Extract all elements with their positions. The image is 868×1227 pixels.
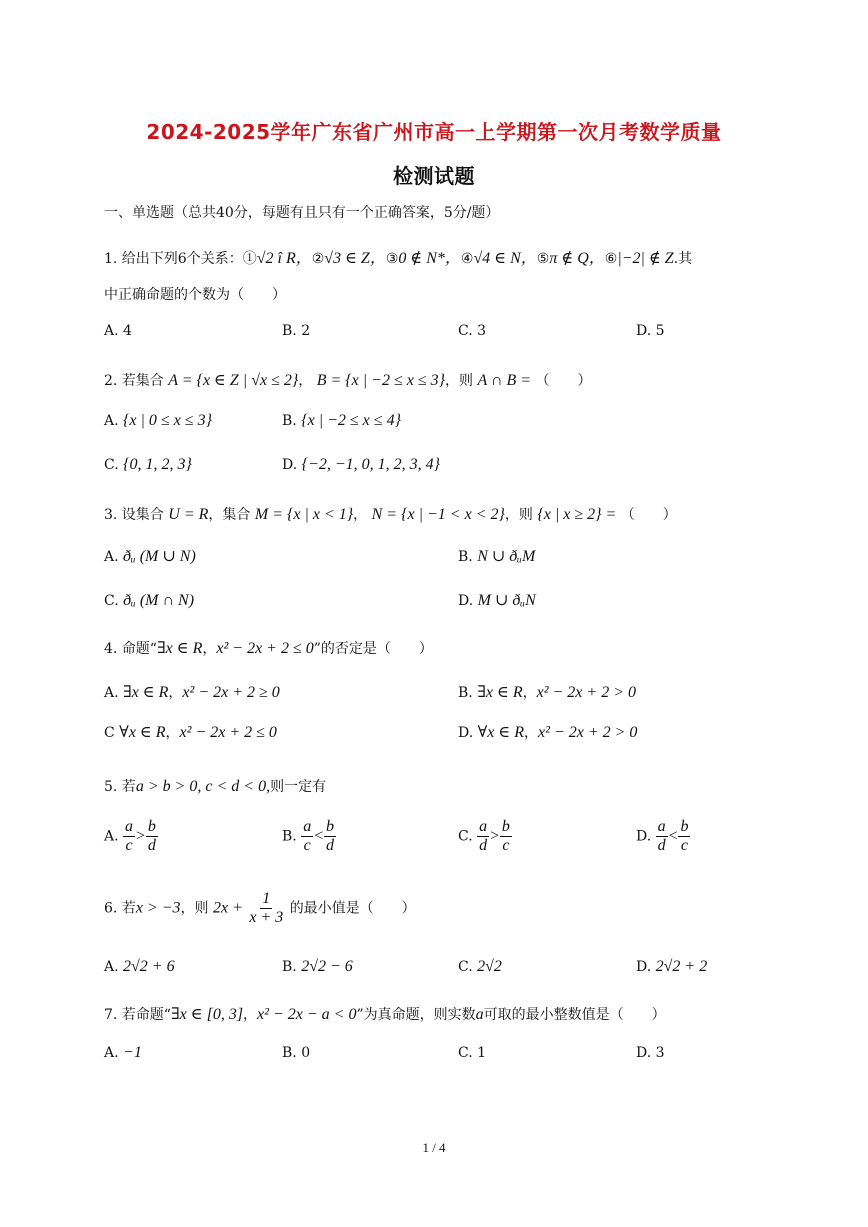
q5-option-b-num2: b [326, 818, 334, 835]
q4-tail: ”的否定是（ ） [313, 641, 433, 657]
q1-option-b: B. 2 [282, 323, 311, 339]
q6-lead: 6. 若 [104, 900, 136, 917]
q4-quantifier: ∃x ∈ R [156, 640, 203, 657]
q7-tail: 可取的最小整数值是（ ） [483, 1007, 666, 1023]
q4-lead: 4. 命题“ [104, 641, 157, 657]
q1-rel5: π ∉ Q， [549, 250, 605, 267]
q1-circ6: ⑥ [604, 251, 618, 267]
q5-option-c-label: C. [458, 828, 473, 845]
q3-mid: ，集合 [208, 507, 251, 523]
q3-option-a-label: A. [104, 549, 119, 565]
q5-option-d-den2: c [680, 837, 688, 854]
q2-option-d-expr: {−2, −1, 0, 1, 2, 3, 4} [301, 456, 441, 473]
q3-paren: （ ） [620, 507, 677, 523]
q3-stem [104, 506, 677, 524]
q7-mid: ”为真命题，则实数 [356, 1007, 476, 1023]
q6-option-d [636, 958, 707, 976]
q4-option-d: D. ∀x ∈ R，x² − 2x + 2 > 0 [458, 724, 638, 741]
q7-stem [104, 1006, 666, 1024]
q3-set-m: M = {x | x < 1} [254, 506, 354, 523]
q6-fraction-den: x + 3 [249, 909, 284, 926]
q3-option-b-label: B. [458, 549, 473, 565]
q7-option-a [104, 1044, 142, 1062]
q4-option-b: B. ∃x ∈ R，x² − 2x + 2 > 0 [458, 684, 636, 701]
q5-stem [104, 778, 326, 796]
q5-option-b-label: B. [282, 828, 297, 845]
q6-option-b [282, 958, 353, 976]
q6-condition: x > −3 [135, 899, 181, 917]
q7-quantifier: ∃x ∈ [0, 3] [170, 1006, 244, 1023]
q5-option-d-op: < [667, 827, 679, 845]
q4-option-d-inequality: x² − 2x + 2 > 0 [538, 724, 638, 741]
q1-circ1: ① [242, 251, 257, 267]
q1-rel4: √4 ∈ N， [473, 250, 537, 267]
q3-option-d-label: D. [458, 593, 474, 609]
q5-option-b-op: < [313, 827, 324, 845]
q2-option-b [282, 412, 401, 430]
q1-rel3: 0 ∉ N*， [398, 250, 461, 267]
q5-option-b [282, 818, 336, 855]
q5-option-d-den1: d [657, 837, 666, 854]
q4-option-a-label: A. [104, 685, 119, 701]
q2-lead: 2. 若集合 [104, 373, 164, 389]
q7-lead: 7. 若命题“ [104, 1007, 171, 1023]
q7-option-d: D. 3 [636, 1045, 665, 1061]
q5-option-a-num1: a [125, 818, 134, 835]
q5-option-c-num1: a [479, 818, 488, 835]
q2-option-a-label: A. [104, 413, 119, 429]
q3-comma: ， [353, 507, 368, 523]
doc-title-line2: 检测试题 [393, 164, 475, 188]
q6-option-a-label: A. [104, 959, 119, 975]
q5-option-c [458, 818, 512, 855]
q5-option-d-num2: b [680, 818, 689, 835]
q5-option-b-frac2 [324, 818, 336, 855]
q3-lead: 3. 设集合 [104, 507, 164, 523]
q5-option-c-frac1 [477, 818, 489, 855]
q6-option-d-label: D. [636, 959, 652, 975]
q6-option-b-label: B. [282, 959, 297, 975]
q5-option-b-num1: a [303, 818, 312, 835]
q5-option-c-den1: d [479, 837, 488, 854]
q5-option-a-frac2 [146, 818, 158, 855]
q4-option-d-quantifier: ∀x ∈ R [477, 724, 525, 741]
q2-option-b-label: B. [282, 413, 297, 429]
q2-option-c [104, 456, 192, 474]
q5-option-a-label: A. [104, 828, 119, 845]
q6-fraction-num: 1 [262, 890, 271, 907]
q2-option-c-expr: {0, 1, 2, 3} [123, 456, 192, 473]
section-heading: 一、单选题（总共40分，每题有且只有一个正确答案，5分/题） [104, 205, 500, 221]
q4-option-a-inequality: x² − 2x + 2 ≥ 0 [182, 684, 280, 701]
q2-set-a: A = {x ∈ Z | √x ≤ 2} [168, 372, 299, 389]
q3-option-c-label: C. [104, 593, 119, 609]
q4-comma: ， [202, 641, 217, 657]
q3-option-c [104, 592, 194, 610]
q6-mid: ，则 [180, 900, 209, 917]
q6-option-c-label: C. [458, 959, 473, 975]
q4-option-a: A. ∃x ∈ R，x² − 2x + 2 ≥ 0 [104, 684, 280, 701]
q5-option-d-label: D. [636, 828, 652, 845]
q3-option-d [458, 592, 536, 610]
q4-option-a-quantifier: ∃x ∈ R [123, 684, 169, 701]
q1-circ4: ④ [460, 251, 474, 267]
q1-stem [104, 250, 692, 268]
q4-option-b-label: B. [458, 685, 473, 701]
q5-option-b-den2: d [326, 837, 334, 854]
q5-option-a-op: > [135, 827, 146, 845]
q5-option-a-den2: d [147, 837, 156, 854]
q5-option-b-frac1 [301, 818, 313, 855]
q5-option-d-num1: a [657, 818, 666, 835]
q4-option-b-quantifier: ∃x ∈ R [477, 684, 523, 701]
doc-title-line1: 2024-2025学年广东省广州市高一上学期第一次月考数学质量 [146, 120, 722, 144]
q5-option-b-den1: c [303, 837, 311, 854]
q1-circ2: ② [311, 251, 325, 267]
q6-tail: 的最小值是（ ） [289, 900, 416, 917]
q2-paren: （ ） [535, 373, 592, 389]
q7-var-a: a [475, 1006, 484, 1023]
q3-target: {x | x ≥ 2} = [537, 506, 617, 523]
q2-option-c-label: C. [104, 457, 119, 473]
q4-option-c: C ∀x ∈ R，x² − 2x + 2 ≤ 0 [104, 724, 277, 741]
q1-circ3: ③ [385, 251, 399, 267]
q2-comma: ， [298, 373, 313, 389]
q5-lead: 5. 若 [104, 779, 136, 795]
q2-set-b: B = {x | −2 ≤ x ≤ 3} [316, 372, 446, 389]
q2-stem [104, 372, 592, 390]
q6-option-b-expr: 2√2 − 6 [301, 958, 353, 975]
q5-option-a-den1: c [125, 837, 133, 854]
q5-option-a-num2: b [147, 818, 156, 835]
q5-condition: a > b > 0, c < d < 0, [135, 778, 271, 795]
q7-option-c: C. 1 [458, 1045, 487, 1061]
q2-option-d-label: D. [282, 457, 298, 473]
q5-option-d [636, 818, 690, 855]
q2-option-b-expr: {x | −2 ≤ x ≤ 4} [301, 412, 401, 429]
q7-option-a-label: A. [104, 1045, 119, 1061]
q4-option-c-label: C [104, 725, 115, 741]
q5-option-d-frac2 [678, 818, 690, 855]
q2-option-a-expr: {x | 0 ≤ x ≤ 3} [123, 412, 212, 429]
q7-inequality: x² − 2x − a < 0 [257, 1006, 357, 1023]
q1-rel6: |−2| ∉ Z [617, 250, 674, 267]
q6-fraction [247, 890, 285, 927]
q3-option-b-expr: N ∪ ðᵤM [477, 548, 536, 565]
q5-option-c-op: > [489, 827, 500, 845]
q5-option-c-num2: b [501, 818, 510, 835]
q1-option-c: C. 3 [458, 323, 487, 339]
q2-tail: ，则 [445, 373, 474, 389]
q3-option-d-expr: M ∪ ðᵤN [477, 592, 536, 609]
q3-option-c-expr: ðᵤ (M ∩ N) [123, 592, 195, 609]
q5-option-c-frac2 [500, 818, 512, 855]
q4-option-d-label: D. [458, 725, 474, 741]
q1-stem-line2: 中正确命题的个数为（ ） [104, 287, 286, 303]
q6-option-a-expr: 2√2 + 6 [123, 958, 175, 975]
q2-option-d [282, 456, 440, 474]
q1-circ5: ⑤ [536, 251, 550, 267]
q1-option-a: A. 4 [104, 323, 132, 339]
q4-option-b-inequality: x² − 2x + 2 > 0 [536, 684, 636, 701]
q1-lead: 1. 给出下列6个关系： [104, 251, 243, 267]
q3-option-a-expr: ðᵤ (M ∪ N) [123, 548, 196, 565]
q7-comma: ， [243, 1007, 258, 1023]
q6-expr-pre: 2x + [212, 899, 243, 917]
q1-option-d: D. 5 [636, 323, 665, 339]
q1-rel2: √3 ∈ Z， [324, 250, 386, 267]
q6-option-c-expr: 2√2 [477, 958, 502, 975]
page-number: 1 / 4 [422, 1140, 446, 1155]
q3-tail: ，则 [504, 507, 533, 523]
q4-option-c-inequality: x² − 2x + 2 ≤ 0 [179, 724, 277, 741]
q1-rel1: √2 î R， [256, 250, 312, 267]
q2-expr: A ∩ B = [477, 372, 532, 389]
q6-stem [104, 890, 416, 927]
q3-option-a [104, 548, 196, 566]
q5-option-c-den2: c [502, 837, 510, 854]
q7-option-a-expr: −1 [123, 1044, 142, 1061]
q6-option-d-expr: 2√2 + 2 [655, 958, 708, 975]
q6-option-a [104, 958, 175, 976]
q4-inequality: x² − 2x + 2 ≤ 0 [216, 640, 314, 657]
q3-universe: U = R [168, 506, 209, 523]
q3-option-b [458, 548, 535, 566]
q7-option-b: B. 0 [282, 1045, 311, 1061]
q5-option-a [104, 818, 158, 855]
q4-option-c-quantifier: ∀x ∈ R [119, 724, 166, 741]
q5-option-a-frac1 [123, 818, 135, 855]
q5-tail: 则一定有 [270, 779, 327, 795]
q4-stem [104, 640, 433, 658]
q1-tail: .其 [673, 251, 693, 267]
q5-option-d-frac1 [656, 818, 668, 855]
q6-option-c [458, 958, 502, 976]
q2-option-a [104, 412, 212, 430]
q3-set-n: N = {x | −1 < x < 2} [371, 506, 505, 523]
